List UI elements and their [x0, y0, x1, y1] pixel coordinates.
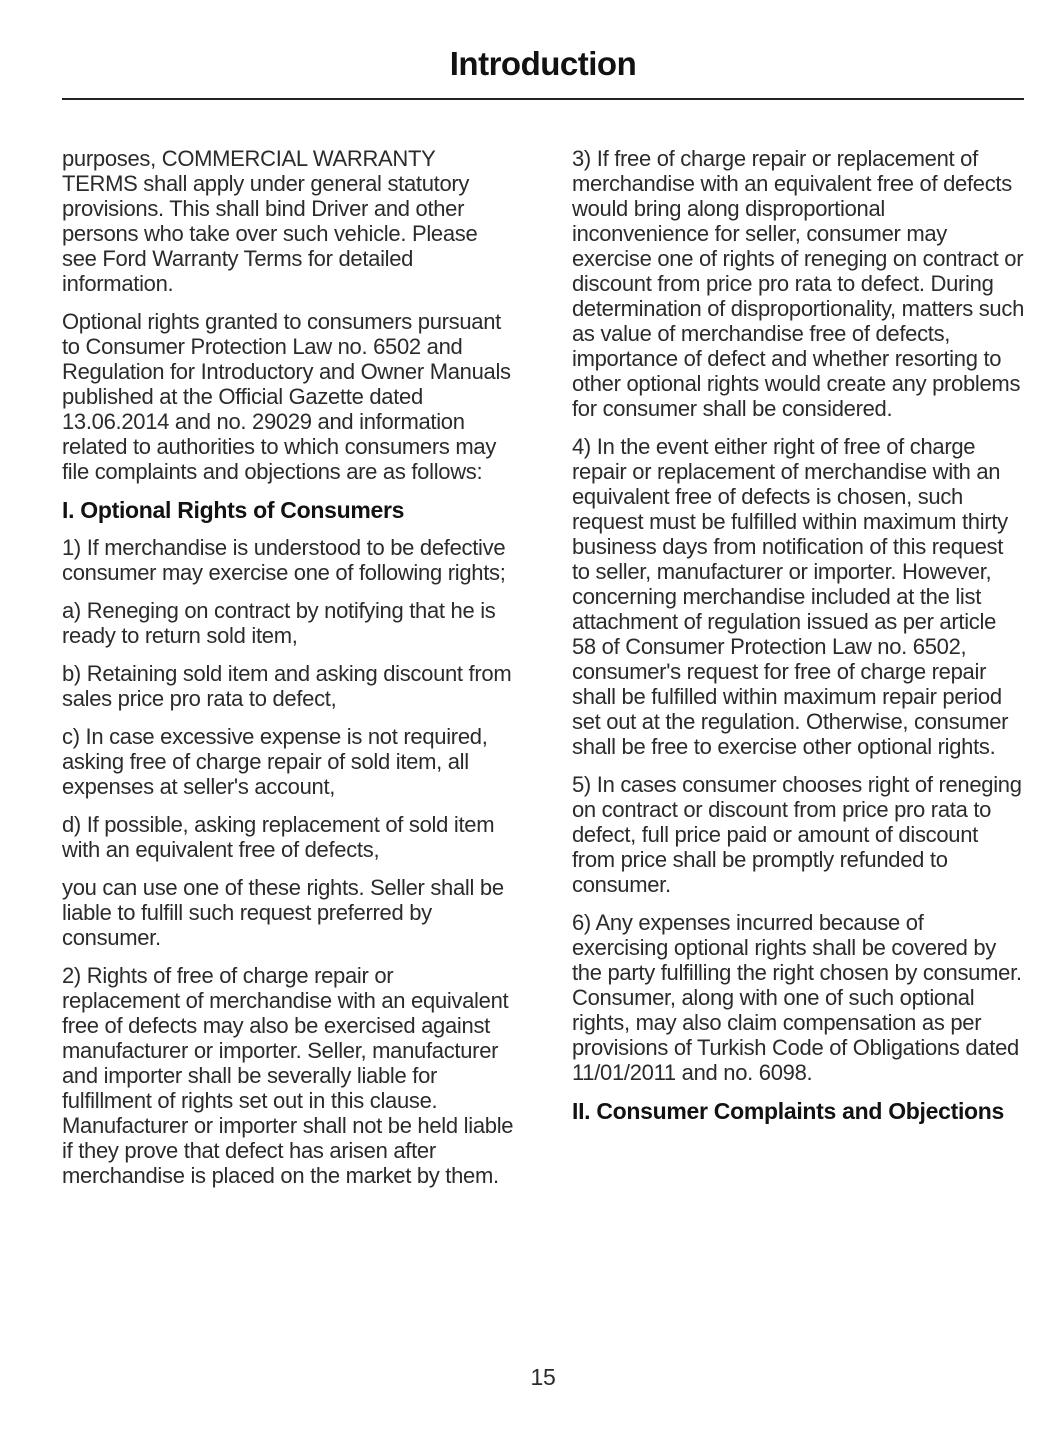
paragraph-item-4: 4) In the event either right of free of charge repair or replacement of merchandise with an equivalent free of defects is chosen, such request must be fulfilled within maximum thirty business days from notification of this request to seller, manufacturer or importer. However, concerning merchandise included at the list attachment of regulation issued as per article 58 of Consumer Protection Law no. 6502, consumer's request for free of charge repair shall be fulfilled within maximum repair period set out at the regulation. Otherwise, consumer shall be free to exercise other optional rights. [572, 434, 1009, 759]
two-column-layout [62, 146, 1024, 1201]
paragraph-item-1a: a) Reneging on contract by notifying that he is ready to return sold item, [62, 598, 496, 648]
page-title: Introduction [449, 45, 637, 82]
paragraph-warranty-continuation: purposes, COMMERCIAL WARRANTY TERMS shall apply under general statutory provisions. This shall bind Driver and other persons who take over such vehicle. Please see Ford Warranty Terms for detailed information. [62, 146, 478, 296]
heading-optional-rights: I. Optional Rights of Consumers [62, 497, 405, 523]
paragraph-item-1: 1) If merchandise is understood to be defective consumer may exercise one of following rights; [62, 535, 506, 585]
paragraph-item-3: 3) If free of charge repair or replacement of merchandise with an equivalent free of defects would bring along disproportional inconvenience for seller, consumer may exercise one of rights of reneging on contract or discount from price pro rata to defect. During determination of disproportionality, matters such as value of merchandise free of defects, importance of defect and whether resorting to other optional rights would create any problems for consumer shall be considered. [572, 146, 1025, 421]
heading-consumer-complaints: II. Consumer Complaints and Objections [572, 1098, 1005, 1124]
right-column [572, 146, 1024, 1201]
paragraph-item-6: 6) Any expenses incurred because of exercising optional rights shall be covered by the party fulfilling the right chosen by consumer. Consumer, along with one of such optional rights, may also claim compensation as per provisions of Turkish Code of Obligations dated 11/01/2011 and no. 6098. [572, 910, 1022, 1085]
paragraph-item-1-closing: you can use one of these rights. Seller shall be liable to fulfill such request preferred by consumer. [62, 875, 504, 950]
paragraph-item-1d: d) If possible, asking replacement of sold item with an equivalent free of defects, [62, 812, 495, 862]
page-number: 15 [530, 1364, 556, 1390]
paragraph-item-1c: c) In case excessive expense is not required, asking free of charge repair of sold item, all expenses at seller's account, [62, 724, 488, 799]
paragraph-item-5: 5) In cases consumer chooses right of reneging on contract or discount from price pro rata to defect, full price paid or amount of discount from price shall be promptly refunded to consumer. [572, 772, 1022, 897]
paragraph-optional-rights-intro: Optional rights granted to consumers pursuant to Consumer Protection Law no. 6502 and Regulation for Introductory and Owner Manuals published at the Official Gazette dated 13.06.2014 and no. 29029 and information related to authorities to which consumers may file complaints and objections are as follows: [62, 309, 511, 484]
paragraph-item-2: 2) Rights of free of charge repair or replacement of merchandise with an equivalent free of defects may also be exercised against manufacturer or importer. Seller, manufacturer and importer shall be severally liable for fulfillment of rights set out in this clause. Manufacturer or importer shall not be held liable if they prove that defect has arisen after merchandise is placed on the market by them. [62, 963, 514, 1188]
left-column [62, 146, 514, 1201]
title-divider [62, 98, 1024, 100]
paragraph-item-1b: b) Retaining sold item and asking discount from sales price pro rata to defect, [62, 661, 512, 711]
